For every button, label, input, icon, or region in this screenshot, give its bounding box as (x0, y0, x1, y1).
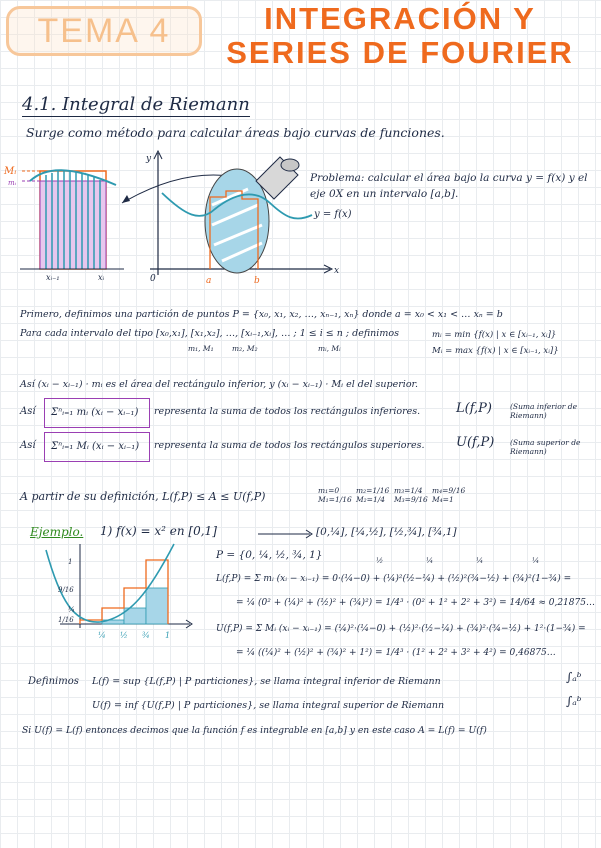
max-definition: Mᵢ = max {f(x) | x ∈ [xᵢ₋₁, xᵢ]} (432, 346, 559, 356)
section-title: 4.1. Integral de Riemann (22, 94, 250, 115)
ytick-1-16: 1/16 (58, 616, 74, 624)
mini-values-2: m₂=1/16 M₂=1/4 (356, 486, 390, 504)
tick-quarter: ¼ (98, 631, 106, 640)
top-frac-4: ¼ (532, 556, 540, 565)
sub-m2: m₂, M₂ (232, 344, 258, 353)
lower-sum-box (44, 398, 150, 428)
lower-sum-symbol: L(f,P) (456, 401, 493, 416)
upper-sum-box (44, 432, 150, 462)
label-curve: y = f(x) (314, 209, 352, 220)
asi-lower: Así (20, 406, 36, 417)
label-axis-y: y (146, 154, 152, 164)
mini-values-3: m₃=1/4 M₃=9/16 (394, 486, 428, 504)
example-problem: 1) f(x) = x² en [0,1] (100, 524, 217, 538)
example-graph (40, 540, 200, 650)
rectangle-area-line: Así (xᵢ − xᵢ₋₁) · mᵢ es el área del rectángulo inferior, y (xᵢ − xᵢ₋₁) · Mᵢ el del superior. (20, 379, 419, 390)
lower-sum-example-2: = ¼ (0² + (¼)² + (½)² + (¾)²) = 1/4³ · (0² + 1² + 2² + 3²) = 14/64 ≈ 0,21875… (236, 598, 595, 608)
label-b: b (254, 276, 260, 286)
topic-badge: TEMA 4 (6, 6, 202, 56)
ytick-9-16: 9/16 (58, 586, 74, 594)
upper-sum-note: (Suma superior de Riemann) (510, 438, 581, 456)
lower-sum-example-1: L(f,P) = Σ mᵢ (xᵢ − xᵢ₋₁) = 0·(¼−0) + (¼)²(½−¼) + (½)²(¾−½) + (¾)²(1−¾) = (216, 574, 572, 584)
section-intro: Surge como método para calcular áreas bajo curvas de funciones. (26, 125, 445, 140)
example-intervals: [0,¼], [¼,½], [½,¾], [¾,1] (316, 526, 457, 538)
sub-mi: mᵢ, Mᵢ (318, 344, 341, 353)
label-origin: 0 (150, 274, 156, 284)
tick-one: 1 (165, 631, 171, 640)
title-line-2: SERIES DE FOURIER (226, 35, 574, 70)
partition-line-2: Para cada intervalo del tipo [x₀,x₁], [x₁,x₂], …, [xᵢ₋₁,xᵢ], … ; 1 ≤ i ≤ n ; definimos (20, 328, 399, 339)
integrable-conclusion: Si U(f) = L(f) entonces decimos que la función f es integrable en [a,b] y en este caso A = L(f) = U(f) (22, 725, 487, 736)
label-Mi: Mᵢ (4, 166, 17, 177)
lower-sum-note: (Suma inferior de Riemann) (510, 402, 578, 420)
sub-m1: m₁, M₁ (188, 344, 214, 353)
upper-integral-def: U(f) = inf {U(f,P) | P particiones}, se llama integral superior de Riemann (92, 700, 445, 711)
ytick-quarter: ¼ (68, 606, 75, 614)
problem-statement: Problema: calcular el área bajo la curva y = f(x) y el eje 0X en un intervalo [a,b]. (310, 172, 588, 200)
definimos-label: Definimos (28, 676, 79, 687)
label-xi: xᵢ (98, 273, 105, 282)
label-mi: mᵢ (8, 179, 17, 187)
lower-sum-text: representa la suma de todos los rectángulos inferiores. (154, 406, 421, 417)
definition-inequality: A partir de su definición, L(f,P) ≤ A ≤ U(f,P) (20, 490, 266, 503)
riemann-diagram (0, 145, 601, 295)
top-frac-3: ¼ (476, 556, 484, 565)
upper-sum-example-2: = ¼ ((¼)² + (½)² + (¾)² + 1²) = 1/4³ · (1² + 2² + 3² + 4²) = 0,46875… (236, 648, 556, 658)
partition-line-1: Primero, definimos una partición de puntos P = {x₀, x₁, x₂, …, xₙ₋₁, xₙ} donde a = x₀ < x₁ < … xₙ = b (20, 309, 503, 320)
lower-sum-formula: Σⁿᵢ₌₁ mᵢ (xᵢ − xᵢ₋₁) (51, 407, 139, 418)
ytick-1: 1 (68, 558, 73, 566)
upper-sum-symbol: U(f,P) (456, 435, 495, 450)
left-rectangles-figure (3, 166, 124, 282)
tick-three-quarters: ¾ (142, 631, 150, 640)
example-arrow (256, 526, 316, 542)
lower-integral-symbol: ∫ₐᵇ (566, 670, 582, 684)
label-xi-1: xᵢ₋₁ (46, 273, 60, 282)
upper-sum-example-1: U(f,P) = Σ Mᵢ (xᵢ − xᵢ₋₁) = (¼)²·(¼−0) + (½)²·(½−¼) + (¾)²·(¾−½) + 1²·(1−¾) = (216, 624, 586, 634)
tick-half: ½ (120, 631, 128, 640)
upper-sum-formula: Σⁿᵢ₌₁ Mᵢ (xᵢ − xᵢ₋₁) (51, 441, 140, 452)
min-definition: mᵢ = min {f(x) | x ∈ [xᵢ₋₁, xᵢ]} (432, 330, 557, 340)
upper-integral-symbol: ∫ₐᵇ (566, 694, 582, 708)
example-label: Ejemplo. (30, 525, 84, 539)
lower-integral-def: L(f) = sup {L(f,P) | P particiones}, se llama integral inferior de Riemann (92, 676, 441, 687)
label-a: a (206, 276, 212, 286)
example-partition: P = {0, ¼, ½, ¾, 1} (216, 549, 323, 561)
mini-values-4: m₄=9/16 M₄=1 (432, 486, 466, 504)
top-frac-1: ½ (376, 556, 384, 565)
mini-values-1: m₁=0 M₁=1/16 (318, 486, 352, 504)
title-line-1: INTEGRACIÓN Y (264, 1, 536, 36)
upper-sum-text: representa la suma de todos los rectángulos superiores. (154, 440, 425, 451)
label-axis-x: x (334, 266, 340, 276)
top-frac-2: ¼ (426, 556, 434, 565)
asi-upper: Así (20, 440, 36, 451)
